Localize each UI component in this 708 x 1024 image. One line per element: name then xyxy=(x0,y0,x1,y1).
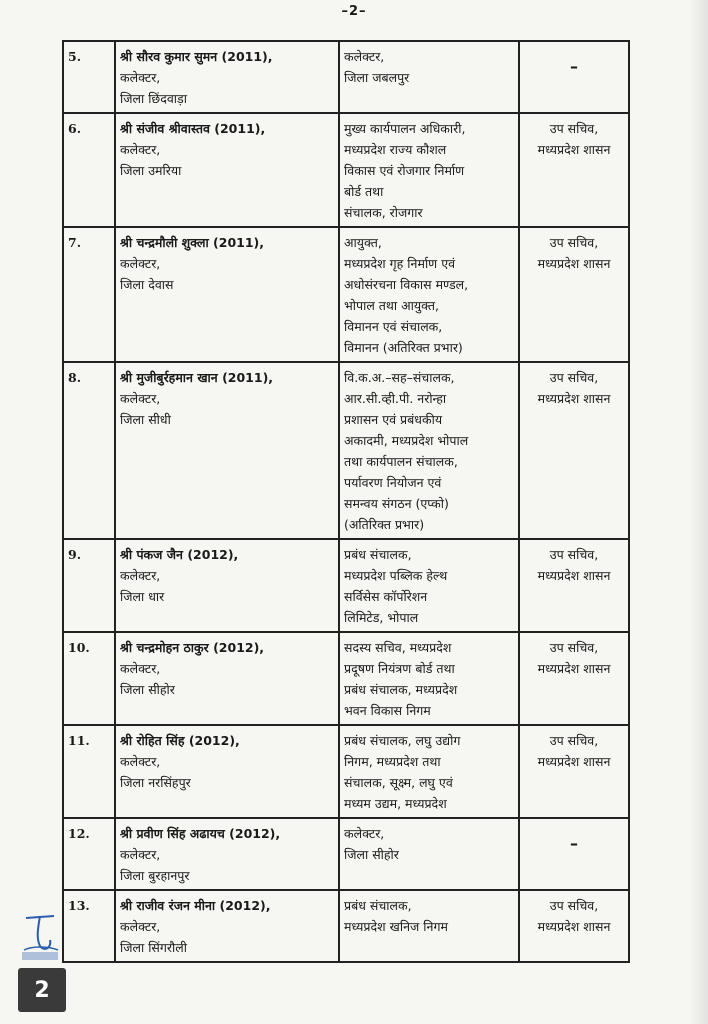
new-posting-line: वि.क.अ.–सह–संचालक, xyxy=(344,370,455,385)
officer-detail: कलेक्टर, xyxy=(120,142,161,157)
officer-detail: कलेक्टर, xyxy=(120,919,161,934)
officer-cell xyxy=(115,41,339,113)
officer-detail: कलेक्टर, xyxy=(120,391,161,406)
serial-number: 8. xyxy=(63,362,115,539)
new-posting-cell xyxy=(339,539,519,632)
officer-detail: जिला सिंगरौली xyxy=(120,940,187,955)
additional-charge-cell xyxy=(519,890,629,962)
officer-detail: जिला बुरहानपुर xyxy=(120,868,190,883)
new-posting-cell xyxy=(339,362,519,539)
officer-name: श्री पंकज जैन (2012), xyxy=(120,547,239,562)
page-number: –2– xyxy=(341,4,367,19)
table-row xyxy=(63,113,629,227)
new-posting-line: अधोसंरचना विकास मण्डल, xyxy=(344,277,469,292)
officer-detail: जिला सीहोर xyxy=(120,682,175,697)
new-posting-line: मुख्य कार्यपालन अधिकारी, xyxy=(344,121,466,136)
officer-detail: कलेक्टर, xyxy=(120,70,161,85)
serial-number: 10. xyxy=(63,632,115,725)
new-posting-line: निगम, मध्यप्रदेश तथा xyxy=(344,754,441,769)
new-posting-line: संचालक, सूक्ष्म, लघु एवं xyxy=(344,775,453,790)
officer-detail: कलेक्टर, xyxy=(120,754,161,769)
new-posting-line: मध्यप्रदेश पब्लिक हेल्थ xyxy=(344,568,448,583)
new-posting-line: आयुक्त, xyxy=(344,235,382,250)
officer-name: श्री चन्द्रमोहन ठाकुर (2012), xyxy=(120,640,265,655)
officer-detail: जिला छिंदवाड़ा xyxy=(120,91,187,106)
officer-cell xyxy=(115,818,339,890)
officer-detail: कलेक्टर, xyxy=(120,661,161,676)
new-posting-line: प्रबंध संचालक, मध्यप्रदेश xyxy=(344,682,458,697)
new-posting-cell xyxy=(339,113,519,227)
new-posting-line: मध्यप्रदेश खनिज निगम xyxy=(344,919,448,934)
additional-charge-cell xyxy=(519,227,629,362)
officer-detail: जिला नरसिंहपुर xyxy=(120,775,191,790)
new-posting-line: कलेक्टर, xyxy=(344,826,385,841)
additional-charge-cell xyxy=(519,632,629,725)
new-posting-line: पर्यावरण नियोजन एवं xyxy=(344,475,442,490)
new-posting-line: अकादमी, मध्यप्रदेश भोपाल xyxy=(344,433,469,448)
serial-number: 5. xyxy=(63,41,115,113)
new-posting-line: मध्यप्रदेश गृह निर्माण एवं xyxy=(344,256,456,271)
officer-cell xyxy=(115,632,339,725)
officer-name: श्री संजीव श्रीवास्तव (2011), xyxy=(120,121,266,136)
new-posting-line: सदस्य सचिव, मध्यप्रदेश xyxy=(344,640,452,655)
new-posting-line: (अतिरिक्त प्रभार) xyxy=(344,517,425,532)
serial-number: 6. xyxy=(63,113,115,227)
officer-cell xyxy=(115,890,339,962)
serial-number: 12. xyxy=(63,818,115,890)
new-posting-line: प्रबंध संचालक, लघु उद्योग xyxy=(344,733,461,748)
serial-number: 11. xyxy=(63,725,115,818)
table-row xyxy=(63,890,629,962)
table-row xyxy=(63,362,629,539)
new-posting-line: मध्यम उद्यम, मध्यप्रदेश xyxy=(344,796,447,811)
additional-charge-line: मध्यप्रदेश शासन xyxy=(537,919,611,934)
officer-name: श्री चन्द्रमौली शुक्ला (2011), xyxy=(120,235,264,250)
new-posting-line: विमानन एवं संचालक, xyxy=(344,319,443,334)
new-posting-line: संचालक, रोजगार xyxy=(344,205,423,220)
additional-charge-line: उप सचिव, xyxy=(549,733,599,748)
additional-charge-line: उप सचिव, xyxy=(549,898,599,913)
officer-cell xyxy=(115,539,339,632)
additional-charge-line: उप सचिव, xyxy=(549,235,599,250)
new-posting-line: जिला सीहोर xyxy=(344,847,399,862)
additional-charge-cell xyxy=(519,362,629,539)
new-posting-line: समन्वय संगठन (एप्को) xyxy=(344,496,449,511)
additional-charge-line: – xyxy=(570,834,578,853)
officer-detail: जिला सीधी xyxy=(120,412,171,427)
officer-cell xyxy=(115,725,339,818)
officer-detail: कलेक्टर, xyxy=(120,256,161,271)
new-posting-line: प्रबंध संचालक, xyxy=(344,547,412,562)
additional-charge-cell xyxy=(519,818,629,890)
new-posting-cell xyxy=(339,227,519,362)
table-row xyxy=(63,227,629,362)
new-posting-cell xyxy=(339,818,519,890)
new-posting-line: प्रदूषण नियंत्रण बोर्ड तथा xyxy=(344,661,455,676)
serial-number: 7. xyxy=(63,227,115,362)
additional-charge-cell xyxy=(519,113,629,227)
new-posting-line: भवन विकास निगम xyxy=(344,703,431,718)
additional-charge-line: उप सचिव, xyxy=(549,121,599,136)
additional-charge-line: मध्यप्रदेश शासन xyxy=(537,142,611,157)
officer-name: श्री प्रवीण सिंह अढायच (2012), xyxy=(120,826,281,841)
additional-charge-line: उप सचिव, xyxy=(549,370,599,385)
officer-cell xyxy=(115,113,339,227)
table-row xyxy=(63,539,629,632)
additional-charge-line: मध्यप्रदेश शासन xyxy=(537,661,611,676)
new-posting-line: सर्विसेस कॉर्पोरेशन xyxy=(344,589,428,604)
additional-charge-line: उप सचिव, xyxy=(549,547,599,562)
new-posting-line: विकास एवं रोजगार निर्माण xyxy=(344,163,465,178)
serial-number: 9. xyxy=(63,539,115,632)
new-posting-line: कलेक्टर, xyxy=(344,49,385,64)
new-posting-line: जिला जबलपुर xyxy=(344,70,410,85)
new-posting-cell xyxy=(339,890,519,962)
new-posting-line: मध्यप्रदेश राज्य कौशल xyxy=(344,142,447,157)
additional-charge-line: उप सचिव, xyxy=(549,640,599,655)
new-posting-line: प्रशासन एवं प्रबंधकीय xyxy=(344,412,443,427)
new-posting-cell xyxy=(339,41,519,113)
transfer-order-table xyxy=(62,40,630,963)
table-row xyxy=(63,41,629,113)
officer-name: श्री सौरव कुमार सुमन (2011), xyxy=(120,49,273,64)
serial-number: 13. xyxy=(63,890,115,962)
additional-charge-cell xyxy=(519,725,629,818)
table-row xyxy=(63,632,629,725)
officer-cell xyxy=(115,362,339,539)
new-posting-line: विमानन (अतिरिक्त प्रभार) xyxy=(344,340,463,355)
additional-charge-line: मध्यप्रदेश शासन xyxy=(537,391,611,406)
new-posting-line: भोपाल तथा आयुक्त, xyxy=(344,298,439,313)
additional-charge-line: मध्यप्रदेश शासन xyxy=(537,568,611,583)
additional-charge-line: मध्यप्रदेश शासन xyxy=(537,256,611,271)
new-posting-line: बोर्ड तथा xyxy=(344,184,384,199)
additional-charge-line: – xyxy=(570,57,578,76)
new-posting-cell xyxy=(339,632,519,725)
additional-charge-line: मध्यप्रदेश शासन xyxy=(537,754,611,769)
officer-detail: कलेक्टर, xyxy=(120,568,161,583)
officer-name: श्री मुजीबुर्रहमान खान (2011), xyxy=(120,370,274,385)
new-posting-line: तथा कार्यपालन संचालक, xyxy=(344,454,458,469)
table-row xyxy=(63,725,629,818)
new-posting-line: लिमिटेड, भोपाल xyxy=(344,610,419,625)
additional-charge-cell xyxy=(519,539,629,632)
new-posting-line: आर.सी.व्ही.पी. नरोन्हा xyxy=(344,391,447,406)
officer-detail: जिला उमरिया xyxy=(120,163,182,178)
page-edge-shadow xyxy=(688,0,708,1024)
table-row xyxy=(63,818,629,890)
additional-charge-cell xyxy=(519,41,629,113)
new-posting-line: प्रबंध संचालक, xyxy=(344,898,412,913)
signature-stamp-icon xyxy=(18,912,64,962)
officer-name: श्री राजीव रंजन मीना (2012), xyxy=(120,898,271,913)
officer-detail: कलेक्टर, xyxy=(120,847,161,862)
officer-cell xyxy=(115,227,339,362)
page-badge: 2 xyxy=(18,968,66,1012)
officer-detail: जिला धार xyxy=(120,589,165,604)
new-posting-cell xyxy=(339,725,519,818)
officer-detail: जिला देवास xyxy=(120,277,174,292)
officer-name: श्री रोहित सिंह (2012), xyxy=(120,733,240,748)
